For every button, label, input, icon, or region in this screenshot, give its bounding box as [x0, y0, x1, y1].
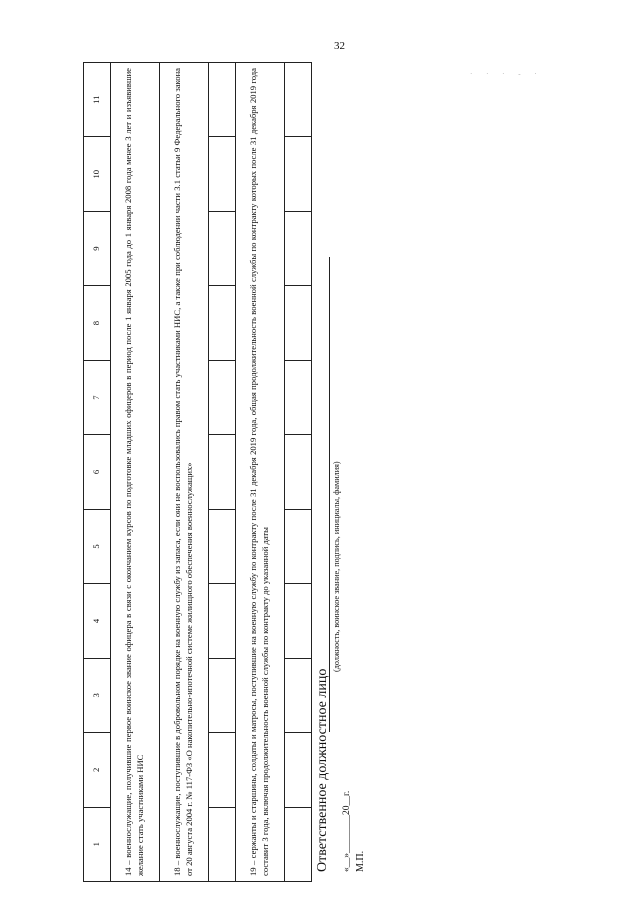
empty-cell: [209, 360, 236, 434]
empty-cell: [285, 435, 312, 509]
scan-artifact: · · · - ·: [470, 70, 543, 78]
column-header: 8: [84, 286, 111, 360]
empty-cell: [209, 733, 236, 807]
column-header: 11: [84, 63, 111, 137]
empty-cell: [285, 63, 312, 137]
column-header: 1: [84, 807, 111, 881]
category-19-text: 19 – сержанты и старшины, солдаты и матросы, поступившие на военную службу по контракту после 31 декабря 2019 года, общая продолжительность военной службы по контракту которых после 31 декабря 2019 года составит 3 года, включая продолжительность военной службы по контракту до указанной даты: [236, 63, 285, 882]
empty-cell: [285, 137, 312, 211]
empty-cell: [285, 286, 312, 360]
data-table: [83, 62, 312, 882]
table-header-row: [84, 63, 111, 882]
responsible-person-label: Ответственное должностное лицо: [315, 668, 330, 872]
empty-cell: [285, 360, 312, 434]
category-18-text: 18 – военнослужащие, поступившие в добровольном порядке на военную службу из запаса, если они не воспользовались правом стать участниками НИС, а также при соблюдении части 3.1 статьи 9 Федерального закона от 20 августа 2004 г. № 117-ФЗ «О накопительно-ипотечной системе жилищного обеспечения военнослужащих»: [160, 63, 209, 882]
table-row: [236, 63, 285, 882]
table-row: [160, 63, 209, 882]
stamp-place: М.П.: [355, 850, 366, 872]
empty-cell: [209, 137, 236, 211]
column-header: 6: [84, 435, 111, 509]
table-row-empty: [285, 63, 312, 882]
empty-cell: [285, 733, 312, 807]
empty-cell: [285, 807, 312, 881]
empty-cell: [209, 658, 236, 732]
page-number: 32: [334, 40, 345, 52]
column-header: 4: [84, 584, 111, 658]
column-header: 9: [84, 211, 111, 285]
column-header: 10: [84, 137, 111, 211]
empty-cell: [285, 584, 312, 658]
empty-cell: [209, 807, 236, 881]
empty-cell: [209, 286, 236, 360]
category-14-text: 14 – военнослужащие, получившие первое воинское звание офицера в связи с окончанием курсов по подготовке младших офицеров в период после 1 января 2005 года до 1 января 2008 года менее 3 лет и изъявившие желание стать участниками НИС: [111, 63, 160, 882]
column-header: 3: [84, 658, 111, 732]
table-row: [111, 63, 160, 882]
empty-cell: [209, 435, 236, 509]
empty-cell: [209, 584, 236, 658]
rotated-form-sheet: [83, 62, 366, 882]
column-header: 2: [84, 733, 111, 807]
empty-cell: [209, 509, 236, 583]
date-line: «__»________20__г.: [342, 790, 352, 872]
signature-line: [329, 257, 330, 732]
column-header: 7: [84, 360, 111, 434]
column-header: 5: [84, 509, 111, 583]
empty-cell: [209, 211, 236, 285]
signature-block: [315, 62, 366, 882]
signature-caption: (должность, воинское звание, подпись, инициалы, фамилия): [332, 461, 341, 672]
empty-cell: [285, 211, 312, 285]
empty-cell: [285, 658, 312, 732]
empty-cell: [209, 63, 236, 137]
empty-cell: [285, 509, 312, 583]
table-row-empty: [209, 63, 236, 882]
